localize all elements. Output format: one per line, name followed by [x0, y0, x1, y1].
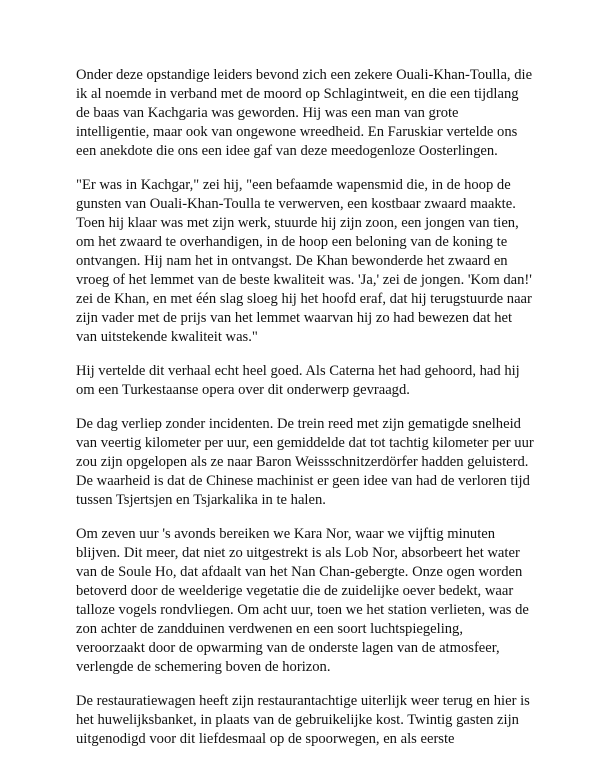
paragraph: Om zeven uur 's avonds bereiken we Kara Nor, waar we vijftig minuten blijven. Dit meer, dat niet zo uitgestrekt is als Lob Nor, absorbeert het water van de Soule Ho, dat afdaalt van het Nan Chan-gebergte. Onze ogen worden betoverd door de weelderige vegetatie die de zuidelijke oever bedekt, waar talloze vogels rondvliegen. Om acht uur, toen we het station verlieten, was de zon achter de zandduinen verdwenen en een soort luchtspiegeling, veroorzaakt door de opwarming van de onderste lagen van de atmosfeer, verlengde de schemering boven de horizon. [76, 526, 529, 675]
paragraph: De dag verliep zonder incidenten. De trein reed met zijn gematigde snelheid van veertig kilometer per uur, een gemiddelde dat tot tachtig kilometer per uur zou zijn opgelopen als ze naar Baron Weissschnitzerdörfer hadden geluisterd. De waarheid is dat de Chinese machinist er geen idee van had de verloren tijd tussen Tsjertsjen en Tsjarkalika in te halen. [76, 416, 534, 508]
paragraph: "Er was in Kachgar," zei hij, "een befaamde wapensmid die, in de hoop de gunsten van Ouali-Khan-Toulla te verwerven, een kostbaar zwaard maakte. Toen hij klaar was met zijn werk, stuurde hij zijn zoon, een jongen van tien, om het zwaard te overhandigen, in de hoop een beloning van de koning te ontvangen. Hij nam het in ontvangst. De Khan bewonderde het zwaard en vroeg of het lemmet van de beste kwaliteit was. 'Ja,' zei de jongen. 'Kom dan!' zei de Khan, en met één slag sloeg hij het hoofd eraf, dat hij terugstuurde naar zijn vader met de prijs van het lemmet waarvan hij zo had bewezen dat het van uitstekende kwaliteit was." [76, 177, 532, 345]
paragraph: De restauratiewagen heeft zijn restaurantachtige uiterlijk weer terug en hier is het huwelijksbanket, in plaats van de gebruikelijke kost. Twintig gasten zijn uitgenodigd voor dit liefdesmaal op de spoorwegen, en als eerste [76, 693, 530, 747]
paragraph: Hij vertelde dit verhaal echt heel goed. Als Caterna het had gehoord, had hij om een Turkestaanse opera over dit onderwerp gevraagd. [76, 363, 520, 398]
paragraph: Onder deze opstandige leiders bevond zich een zekere Ouali-Khan-Toulla, die ik al noemde in verband met de moord op Schlagintweit, en die een tijdlang de baas van Kachgaria was geworden. Hij was een man van grote intelligentie, maar ook van ongewone wreedheid. En Faruskiar vertelde ons een anekdote die ons een idee gaf van deze meedogenloze Oosterlingen. [76, 67, 533, 159]
